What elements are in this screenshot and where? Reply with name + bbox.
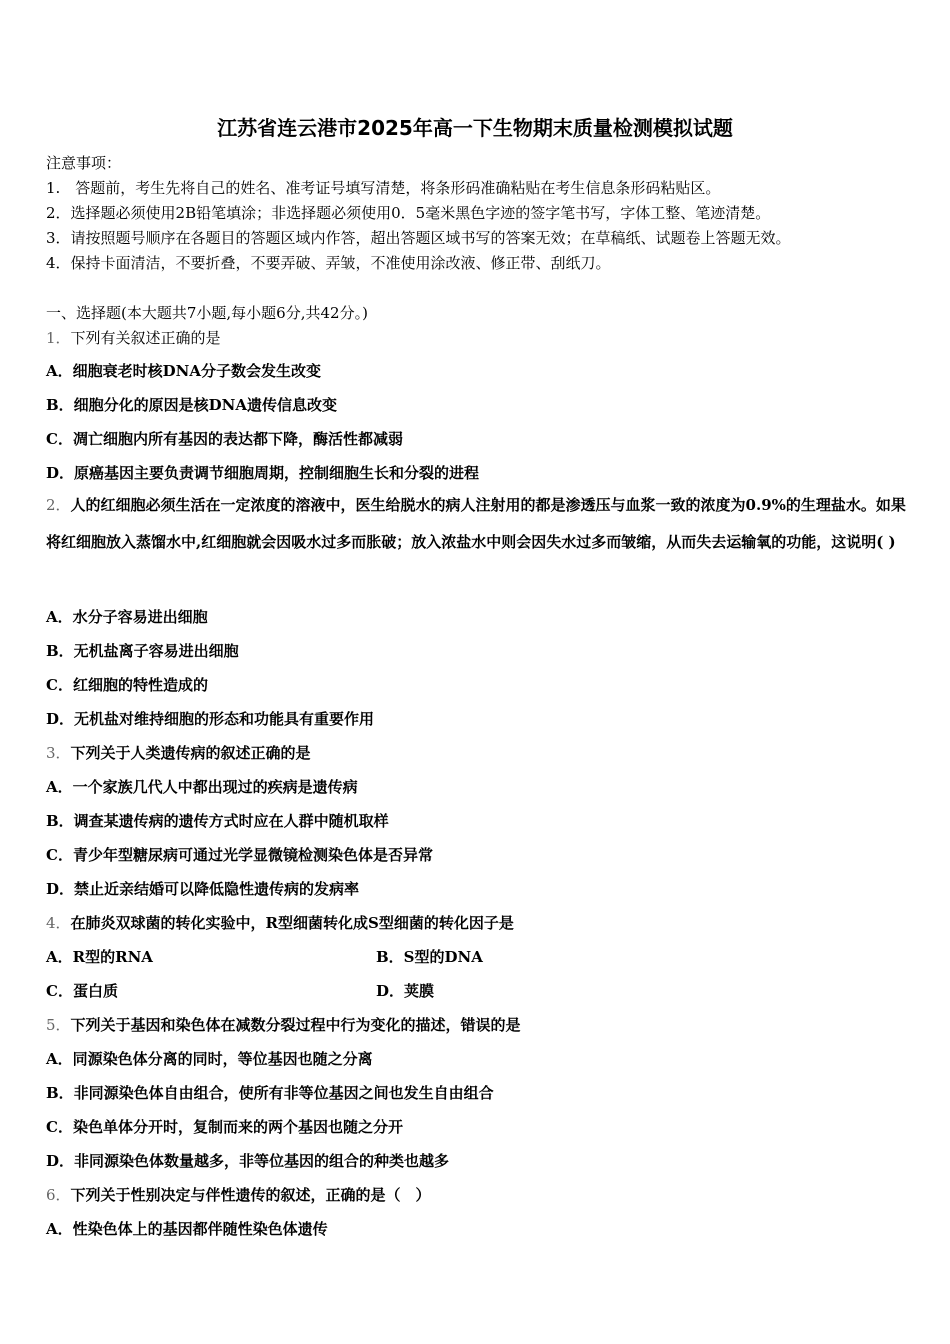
question-number: 1． <box>46 329 71 347</box>
q4-option-b: B．S型的DNA <box>376 948 483 966</box>
q5-option-d: D．非同源染色体数量越多，非等位基因的组合的种类也越多 <box>46 1152 450 1170</box>
question-stem: 人的红细胞必须生活在一定浓度的溶液中，医生给脱水的病人注射用的都是渗透压与血浆一致的浓度为0.9%的生理盐水。如果将红细胞放入蒸馏水中,红细胞就会因吸水过多而胀破；放入浓盐水中则会因失水过多而皱缩，从而失去运输氧的功能，这说明( ) <box>46 496 906 551</box>
q3-option-b: B．调查某遗传病的遗传方式时应在人群中随机取样 <box>46 812 389 830</box>
q2-option-c: C．红细胞的特性造成的 <box>46 676 208 694</box>
question-stem: 下列关于性别决定与伴性遗传的叙述，正确的是（ ） <box>70 1186 431 1204</box>
question-stem: 在肺炎双球菌的转化实验中，R型细菌转化成S型细菌的转化因子是 <box>70 914 514 932</box>
section-heading: 一、选择题(本大题共7小题,每小题6分,共42分。) <box>46 304 368 322</box>
question-number: 4． <box>46 914 71 932</box>
q6-option-a: A．性染色体上的基因都伴随性染色体遗传 <box>46 1220 328 1238</box>
note-item-3: 3．请按照题号顺序在各题目的答题区域内作答，超出答题区域书写的答案无效；在草稿纸、试题卷上答题无效。 <box>46 229 791 247</box>
q1-option-a: A．细胞衰老时核DNA分子数会发生改变 <box>46 362 321 380</box>
question-6 <box>46 1184 431 1205</box>
q4-option-a: A．R型的RNA <box>46 948 153 966</box>
question-stem: 下列关于人类遗传病的叙述正确的是 <box>70 744 311 762</box>
note-item-1: 1. 答题前，考生先将自己的姓名、准考证号填写清楚，将条形码准确粘贴在考生信息条形码粘贴区。 <box>46 179 721 197</box>
q1-option-c: C．凋亡细胞内所有基因的表达都下降，酶活性都减弱 <box>46 430 403 448</box>
question-3 <box>46 742 311 763</box>
q3-option-a: A．一个家族几代人中都出现过的疾病是遗传病 <box>46 778 358 796</box>
q5-option-a: A．同源染色体分离的同时，等位基因也随之分离 <box>46 1050 373 1068</box>
q1-option-d: D．原癌基因主要负责调节细胞周期，控制细胞生长和分裂的进程 <box>46 464 480 482</box>
q5-option-b: B．非同源染色体自由组合，使所有非等位基因之间也发生自由组合 <box>46 1084 494 1102</box>
question-4 <box>46 912 514 933</box>
notes-heading: 注意事项： <box>46 154 122 172</box>
q3-option-d: D．禁止近亲结婚可以降低隐性遗传病的发病率 <box>46 880 360 898</box>
question-stem: 下列有关叙述正确的是 <box>70 329 221 347</box>
question-number: 5． <box>46 1016 71 1034</box>
page-title: 江苏省连云港市2025年高一下生物期末质量检测模拟试题 <box>217 116 733 140</box>
q5-option-c: C．染色单体分开时，复制而来的两个基因也随之分开 <box>46 1118 403 1136</box>
question-2 <box>46 487 912 561</box>
q1-option-b: B．细胞分化的原因是核DNA遗传信息改变 <box>46 396 338 414</box>
question-stem: 下列关于基因和染色体在减数分裂过程中行为变化的描述，错误的是 <box>70 1016 521 1034</box>
note-item-4: 4．保持卡面清洁，不要折叠，不要弄破、弄皱，不准使用涂改液、修正带、刮纸刀。 <box>46 254 611 272</box>
question-1 <box>46 327 221 348</box>
note-item-2: 2．选择题必须使用2B铅笔填涂；非选择题必须使用0．5毫米黑色字迹的签字笔书写，字体工整、笔迹清楚。 <box>46 204 771 222</box>
q4-option-d: D．荚膜 <box>376 982 435 1000</box>
question-number: 3． <box>46 744 71 762</box>
question-number: 6． <box>46 1186 71 1204</box>
question-number: 2． <box>46 496 71 514</box>
q3-option-c: C．青少年型糖尿病可通过光学显微镜检测染色体是否异常 <box>46 846 433 864</box>
question-5 <box>46 1014 521 1035</box>
q4-option-c: C．蛋白质 <box>46 982 118 1000</box>
q2-option-a: A．水分子容易进出细胞 <box>46 608 208 626</box>
q2-option-b: B．无机盐离子容易进出细胞 <box>46 642 239 660</box>
q2-option-d: D．无机盐对维持细胞的形态和功能具有重要作用 <box>46 710 375 728</box>
